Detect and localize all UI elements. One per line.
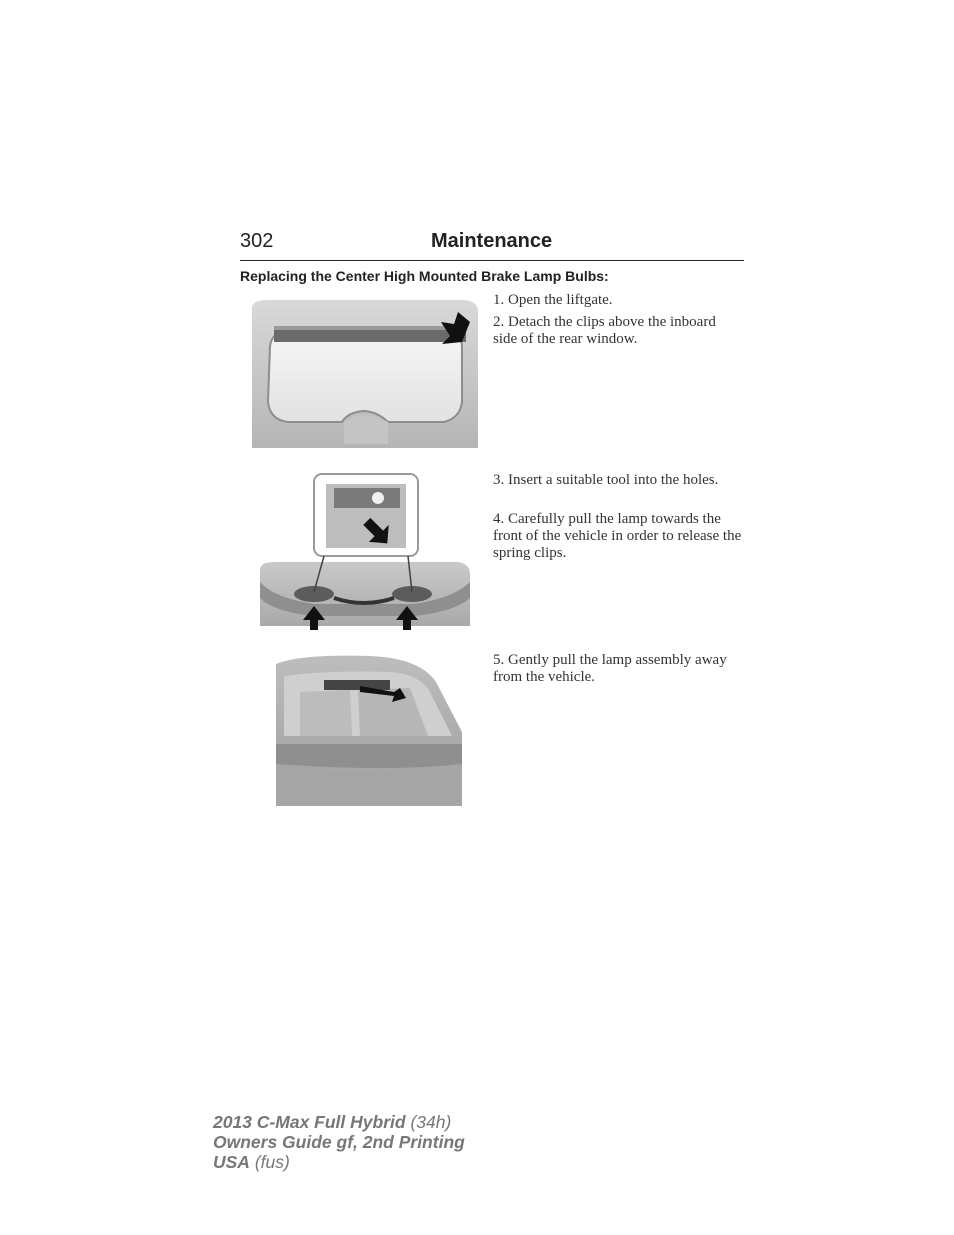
lamp-housing (260, 562, 470, 626)
rear-window (268, 330, 462, 422)
footer (213, 1112, 465, 1172)
step-1-text: 1. Open the liftgate. (493, 292, 613, 308)
step-2-text: 2. Detach the clips above the inboard side of the rear window. (493, 314, 716, 347)
footer-line-2: Owners Guide gf, 2nd Printing (213, 1132, 465, 1152)
footer-line-3: USA (fus) (213, 1152, 290, 1172)
step-4-text: 4. Carefully pull the lamp towards the front of the vehicle in order to release the spring clips. (493, 511, 742, 561)
step-3-text: 3. Insert a suitable tool into the holes. (493, 472, 719, 488)
liftgate-window-illustration (248, 298, 480, 454)
section-title: Maintenance (431, 230, 553, 252)
lamp-removal-illustration (270, 652, 466, 810)
step-5-text: 5. Gently pull the lamp assembly away from the vehicle. (493, 652, 727, 685)
footer-line-1: 2013 C-Max Full Hybrid (34h) (213, 1112, 452, 1132)
page-number: 302 (240, 230, 274, 252)
lamp-clips-illustration (254, 470, 474, 634)
removed-lamp (324, 680, 390, 690)
procedure-heading: Replacing the Center High Mounted Brake Lamp Bulbs: (240, 268, 609, 284)
page-header (240, 230, 744, 261)
